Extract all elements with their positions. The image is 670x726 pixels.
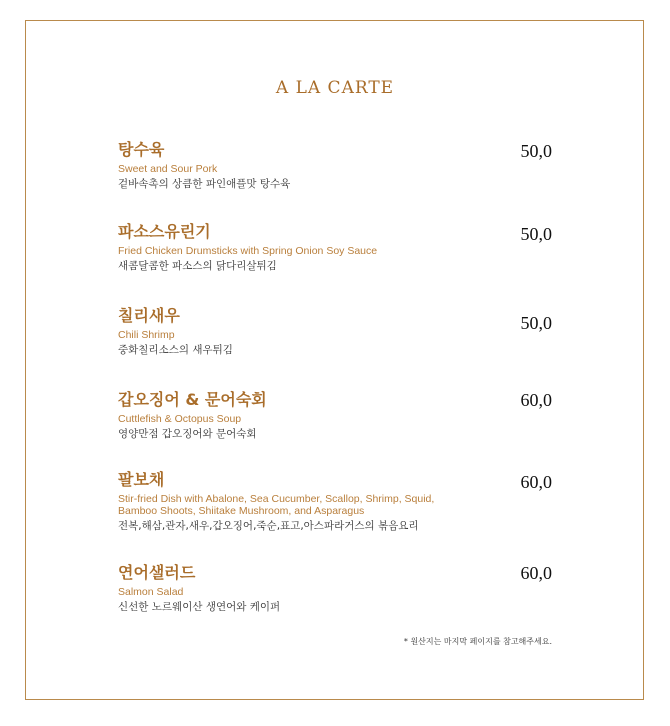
origin-footnote: * 원산지는 마지막 페이지를 참고해주세요.: [403, 637, 552, 646]
item-name: 팔보채: [118, 470, 165, 489]
item-english-line2: Bamboo Shoots, Shiitake Mushroom, and Asparagus: [118, 505, 365, 517]
item-description: 새콤달콤한 파소스의 닭다리살튀김: [118, 260, 277, 272]
menu-title: A LA CARTE: [275, 78, 395, 98]
item-price: 50,0: [520, 224, 552, 244]
item-description: 영양만점 갑오징어와 문어숙회: [118, 428, 257, 440]
item-description: 겉바속촉의 상큼한 파인애플맛 탕수육: [118, 178, 291, 190]
item-english: Fried Chicken Drumsticks with Spring Onion Soy Sauce: [118, 245, 378, 257]
item-description: 중화칠리소스의 새우튀김: [118, 344, 233, 356]
item-price: 60,0: [520, 472, 552, 492]
item-english: Sweet and Sour Pork: [118, 163, 218, 175]
item-english: Salmon Salad: [118, 586, 184, 598]
item-english: Cuttlefish & Octopus Soup: [118, 413, 242, 425]
item-name: 연어샐러드: [118, 563, 196, 582]
item-description: 전복,해삼,관자,새우,갑오징어,죽순,표고,아스파라거스의 볶음요리: [118, 520, 419, 532]
item-price: 50,0: [520, 313, 552, 333]
item-price: 60,0: [520, 563, 552, 583]
item-name: 파소스유린기: [118, 222, 211, 241]
item-name: 탕수육: [118, 140, 165, 159]
item-english: Chili Shrimp: [118, 329, 175, 341]
item-english-line1: Stir-fried Dish with Abalone, Sea Cucumber, Scallop, Shrimp, Squid,: [118, 493, 435, 505]
item-price: 60,0: [520, 390, 552, 410]
item-name: 칠리새우: [118, 306, 180, 325]
item-description: 신선한 노르웨이산 생연어와 케이퍼: [118, 601, 281, 613]
item-name: 갑오징어 & 문어숙회: [118, 390, 267, 409]
item-price: 50,0: [520, 141, 552, 161]
